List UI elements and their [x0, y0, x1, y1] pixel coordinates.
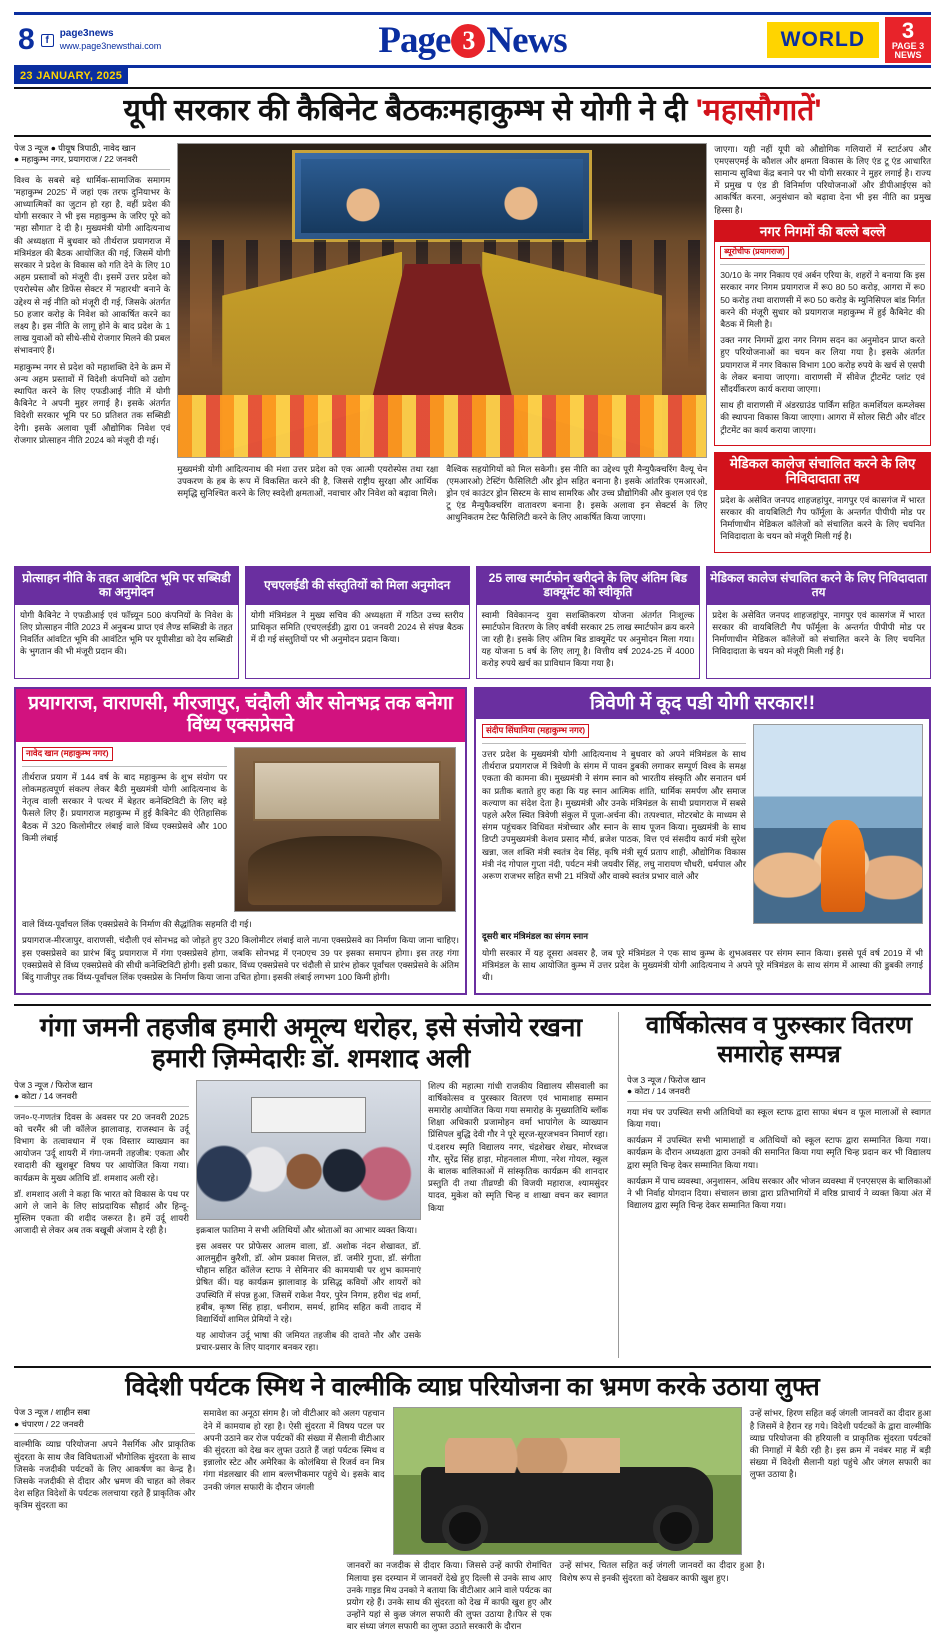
story-paragraph: समावेश का अनूठा संगम है। जो वीटीआर को अलग पहचान देने में कामयाब हो रहा है। ऐसी सुंदरता में विषय पटल पर अपनी उठाने कर रोज पर्यटकों की संख्या में सैलानी वीटीआर की सुंदरता को देख कर लुफ्त उठाते हैं जहां पर्यटक स्मिथ व इन्नालोर स्टेट और अमेरिका के कोलंबिया से रिजर्व वन मित्र गंगा मंडलखार की शाम बल्लभीकमार पहुंचे थे। इसके बाद उनकी जंगल सफारी के दौरान जंगली [203, 1408, 385, 1492]
story-headline: वार्षिकोत्सव व पुरुस्कार वितरण समारोह सम्पन्न [645, 1012, 913, 1068]
feature-title: प्रयागराज, वाराणसी, मीरजापुर, चंदौली और सोनभद्र तक बनेगा विंध्य एक्सप्रेसवे [16, 689, 465, 743]
story-paragraph: कार्यक्रम में पाच व्यवस्था, अनुशासन, अविध सरकार और भोजन व्यवस्था में एनएसएस के बालिकाओं ने भी निर्वाह योगदान दिया। संचालन छात्रा द्वारा प्रतिभागियों में वरिष्ठ प्राचार्य ने व्यक्त किया अंत में विद्यालय द्वारा स्मृति चिन्ह देकर सम्मानित किया गया। [627, 1175, 931, 1211]
strip-item-title: 25 लाख स्मार्टफोन खरीदने के लिए अंतिम बिड डाक्यूमेंट को स्वीकृति [477, 567, 700, 605]
story-paragraph: इक़बाल फातिमा ने सभी अतिथियों और श्रोताओं का आभार व्यक्त किया। [196, 1224, 418, 1235]
tiger-col-1 [14, 1407, 195, 1555]
logo-text-right: News [486, 19, 567, 61]
stage-backdrop-graphic [292, 150, 592, 242]
safari-jeep-photo [393, 1407, 742, 1555]
byline-reporters: पेज 3 न्यूज ● पीयूष त्रिपाठी, नावेद खान [14, 142, 136, 153]
byline [14, 1080, 189, 1107]
byline-place-date: ● महाकुम्भ नगर, प्रयागराज / 22 जनवरी [14, 154, 138, 165]
lead-paragraph: विश्व के सबसे बड़े धार्मिक-सामाजिक समागम 'महाकुम्भ 2025' में जहां एक तरफ दुनियाभर के आध्यात्मिकों का जुटान हो रहा है, वहीं प्रदेश की योगी सरकार ने भी इस महाकुम्भ के जरिए पूरे को 'महा सौगात' दे दी है। मुख्यमंत्री योगी आदित्यनाथ की अध्यक्षता में बुधवार को तीर्थराज प्रयागराज में मंत्रिमंडल की बैठक आयोजित की गई, जिसमें योगी सरकार ने प्रदेश के विकास को गति देने के लिए 10 अहम प्रस्तावों को मंजूरी दी। इसमें उत्तर प्रदेश को एयरोस्पेस और डिफेंस सेक्टर में 'महारथी' बनाने के उद्देश्य से नई नीति को मंजूरी दी गई, जिसके अंतर्गत 50 हजार करोड़ के निवेश को आकर्षित करने का लक्ष्य है। इस नीति के लागू होने के बाद प्रदेश के 1 लाख युवाओं को सीधे-सीधे रोजगार मिलने की प्रबल संभावनाएं हैं। [14, 174, 171, 356]
lead-paragraph: महाकुम्भ नगर से प्रदेश को महाशक्ति देने के क्रम में अन्य अहम प्रस्तावों में विदेशी कंपनियों को उद्योग स्थापित करने के लिए एफडीआई नीति में योगी कैबिनेट ने अपनी मुहर लगाई है। इसके अंतर्गत विदेशी सरकार भूमि पर 50 प्रतिशत तक सब्सिडी देगी। इसके अलावा पूर्वी औद्योगिक निवेश एवं रोजगार प्रोत्साहन नीति 2024 को मंजूरी दी गई। [14, 361, 171, 445]
lead-paragraph: जाएगा। यही नहीं यूपी को औद्योगिक गलियारों में स्टार्टअप और एमएसएमई के कौशल और क्षमता विकास के लिए एंड टू एंड आधारित सामान्य सुविधा केंद्र बनाने पर भी योगी सरकार ने मुहर लगाई है। राज्य में प्रमुख प एंड डी विनिर्माण परियोजनाओं और डीपीआईएस को आकर्षित करना, अनुसंधान को बढ़ावा देना भी इस नीति का प्रमुख हिस्सा है। [714, 143, 931, 215]
byline-tag: नावेद खान (महाकुम्भ नगर) [22, 747, 113, 760]
cabinet-meeting-photo [177, 143, 707, 458]
feature-paragraph: उत्तर प्रदेश के मुख्यमंत्री योगी आदित्यनाथ ने बुधवार को अपने मंत्रिमंडल के साथ तीर्थराज प्रयागराज में त्रिवेणी के संगम में पावन डुबकी लगाकर सम्पूर्ण विश्व के समक्ष एकता की कामना की। मुख्यमंत्री ने संगम स्नान को भारतीय संस्कृति और सनातन धर्म का प्रतीक बताते हुए कहा कि यह स्नान आत्मिक शांति, धार्मिक समर्पण और समाज कल्याण का संदेश देता है। मुख्यमंत्री और उनके मंत्रिमंडल के साथी प्रयागराज में सबसे पहले अरैल स्थित त्रिवेणी संकुल में पूजा-अर्चना की। तत्पश्चात, मोटरबोट के माध्यम से संगम पहुंचकर विधिवत मंत्रोच्चार और स्नान के साथ पूजन किया। मुख्यमंत्री के साथ डिप्टी उपमुख्यमंत्री केशव प्रसाद मौर्य, ब्रजेश पाठक, वित्त एवं संसदीय कार्य मंत्री सुरेश खन्ना, जल शक्ति मंत्री स्वतंत्र देव सिंह, कृषि मंत्री सूर्य प्रताप शाही, औद्योगिक विकास मंत्री नंद गोपाल गुप्ता नंदी, पर्यटन मंत्री जयवीर सिंह, लघु नारायण चौधरी, धर्मपाल और अरूण राजभर सहित सभी 21 मंत्रियों और वाक्ये स्वतंत्र प्रभार वाले और [482, 748, 746, 881]
sidebar-paragraph: साथ ही वाराणसी में अंडरग्राउंड पार्किंग सहित कमर्शियल कम्प्लेक्स की स्थापना विकास किया जाएगा। आगरा में सोलर सिटी और वॉटर ट्रीटमेंट का कार्य कराया जाएगा। [720, 400, 925, 435]
feature-paragraph: योगी सरकार में यह दूसरा अवसर है, जब पूरे मंत्रिमंडल ने एक साथ कुम्भ के शुभअवसर पर संगम स्नान किया। इससे पूर्व वर्ष 2019 में भी मंत्रिमंडल के साथ आयोजित कुम्भ में उत्तर प्रदेश के मुख्यमंत्री योगी आदित्यनाथ ने अपने पूरे मंत्रिमंडल के साथ संगम में आस्था की डुबकी लगाई थी। [482, 947, 923, 983]
feature-subhead: दूसरी बार मंत्रिमंडल का संगम स्नान [482, 931, 589, 942]
story-paragraph: उन्हें सांभर, हिरण सहित कई जंगली जानवरों का दीदार हुआ है जिसमें वे हैरान रह गये। विदेशी पर्यटकों के द्वारा वाल्मीकि व्याघ्र परियोजना की हरियाली व प्राकृतिक सुंदरता पर्यटकों की निगाहों में बैठी रही है। इस क्रम में नवंबर माह में बड़ी संख्या में विदेशी सैलानी यहां पहुंचे और जंगल सफारी का लुफ्त उठाया है। [749, 1408, 932, 1480]
page-title [16, 94, 929, 128]
lead-paragraph: मुख्यमंत्री योगी आदित्यनाथ की मंशा उत्तर प्रदेश को एक आत्मी एयरोस्पेस तथा रक्षा उपकरण के हब के रूप में विकसित करने की है, जिससे राष्ट्रीय सुरक्षा और आर्थिक समृद्धि सुनिश्चित करने के लिए स्वदेशी क्षमताओं, नवाचार और निवेश को बढ़ावा मिले। [177, 463, 439, 498]
badge-number: 3 [901, 18, 915, 43]
website-url[interactable]: www.page3newsthai.com [59, 40, 162, 51]
byline [14, 143, 170, 170]
lead-story [14, 143, 931, 559]
byline-tag: ब्यूरोचीफ (प्रयागराज) [720, 246, 789, 259]
story-headline: विदेशी पर्यटक स्मिथ ने वाल्मीकि व्याघ्र परियोजना का भ्रमण करके उठाया लुफ्त [125, 1372, 820, 1401]
lead-col-left [14, 143, 170, 559]
logo-three-badge: 3 [451, 24, 485, 58]
lead-headline-block [14, 87, 931, 137]
sidebar-story-medical-college [714, 452, 931, 553]
story-tiger-reserve [14, 1366, 931, 1637]
masthead [14, 12, 931, 68]
feature-paragraph: प्रयागराज-मीरजापुर, वाराणसी, चंदौली एवं सोनभद्र को जोड़ते हुए 320 किलोमीटर लंबाई वाले ना/ना एक्सप्रेसवे का निर्माण किया जाना चाहिए। इस एक्सप्रेसवे का प्रारंभ बिंदु प्रयागराज में गंगा एक्सप्रेसवे होगा, जबकि सोनभद्र में एन0एच 39 पर इसका समापन होगा। इस तरह गंगा एक्सप्रेसवे से विंध्य एक्सप्रेसवे की सीधी कनेक्टिविटी होगी। इसी प्रकार, विंध्य एक्सप्रेसवे पर चंदौली से प्रारंभ होकर पूर्वांचल एक्सप्रेसवे के अंतिम बिंदु गाजीपुर तक विंध्य-पूर्वांचल लिंक एक्सप्रेस के निर्माण किया जाना उचित होगा। इसकी लंबाई लगभग 100 किमी होगी। [22, 935, 460, 983]
feature-triveni-dip [474, 687, 931, 996]
tiger-col-2 [203, 1407, 384, 1555]
sidebar-paragraph: प्रदेश के असेवित जनपद शाहजहांपुर, नागपुर एवं कासगंज में भारत सरकार की वायबिलिटी गैप फाॅर्मूला के अन्तर्गत पीपीपी मोड पर निर्माणाधीन मेडिकल कॉलेजों को संचालित करने के लिए चयनित निविदादाता के चयन को मंजूरी मिली गई है। [720, 494, 925, 542]
strip-item-title: प्रोत्साहन नीति के तहत आवंटित भूमि पर सब्सिडी का अनुमोदन [15, 567, 238, 605]
byline [720, 246, 925, 265]
strip-item-body: स्वामी विवेकानन्द युवा सशक्तिकरण योजना अंतर्गत निःशुल्क स्मार्टफोन वितरण के लिए वर्षवी सरकार 25 लाख स्मार्टफोन क्रय करने जा रही है। इसके लिए अंतिम बिड डाक्यूमेंट पर अनुमोदन मिला गया। यह योजना 5 वर्ष के लिए लागू है। वित्तीय वर्ष 2024-25 में 4000 करोड़ रुपये खर्च का प्राविधान किया गया है। [481, 609, 695, 669]
story-paragraph: गया मंच पर उपस्थित सभी अतिथियों का स्कूल स्टाफ द्वारा साफा बंधन व फूल मालाओं से स्वागत किया गया। [627, 1106, 931, 1129]
story-paragraph: यह आयोजन उर्दू भाषा की जमियत तहजीब की दावते नौर और उसके प्रचार-प्रसार के लिए यादगार बनकर रहा। [196, 1330, 421, 1353]
lower-stories [14, 1004, 931, 1357]
byline-tag: संदीप सिंघानिया (महाकुम्भ नगर) [482, 724, 589, 737]
byline [482, 724, 746, 743]
byline-reporter: पेज 3 न्यूज / शाहीन सबा [14, 1407, 90, 1418]
cabinet-decisions-strip [14, 566, 931, 679]
story-paragraph: वाल्मीकि व्याघ्र परियोजना अपने नैसर्गिक और प्राकृतिक सुंदरता के साथ जैव विविधताओं भौगोलिक सुंदरता के साथ जिसके नजदीकी पर्यटकों के लिए आकर्षण का केन्द्र है। जिसके नजदीकी से दीदार और भ्रमण की चाहत को लेकर देश सहित विदेशों के पर्यटक ललचाया रहते हैं प्राकृतिक और कृत्रिम सुंदरता का [14, 1439, 196, 1511]
badge-line2: NEWS [894, 50, 922, 61]
feature-paragraph: वाले विंध्य-पूर्वांचल लिंक एक्सप्रेसवे के निर्माण की सैद्धांतिक सहमति दी गई। [22, 919, 252, 930]
byline [22, 747, 227, 766]
strip-item-body: योगी मंत्रिमंडल ने मुख्य सचिव की अध्यक्षता में गठित उच्च स्तरीय प्राधिकृत समिति (एचएलईडी) द्वारा 01 जनवरी 2024 से संपन्न बैठक में दी गई संस्तुतियों पर भी अनुमोदन प्रदान किया। [250, 609, 464, 645]
sidebar-story-title: नगर निगमों की बल्ले बल्ले [715, 221, 930, 243]
strip-item [476, 566, 701, 679]
strip-item-title: मेडिकल कालेज संचालित करने के लिए निविदादाता तय [707, 567, 930, 605]
facebook-icon[interactable]: f [41, 34, 54, 47]
story-annual-function [618, 1012, 931, 1357]
logo-text-left: Page [378, 19, 451, 61]
sidebar-story-title: मेडिकल कालेज संचालित करने के लिए निविदादाता तय [715, 453, 930, 490]
masthead-links [60, 28, 162, 52]
cabinet-room-photo [234, 747, 456, 912]
feature-paragraph: तीर्थराज प्रयाग में 144 वर्ष के बाद महाकुम्भ के शुभ संयोग पर लोकमहत्वपूर्ण संकल्प लेकर बैठी मुख्यमंत्री योगी आदित्यनाथ के नेतृत्व वाली सरकार ने पत्थर में बेहतर कनेक्टिविटी के लिए बड़े फैसले लिए हैं। प्रयागराज महाकुम्भ में हुई कैबिनेट की ऐतिहासिक बैठक में 320 किलोमीटर लंबाई वाले विंध्य एक्सप्रेसवे और 100 किमी लंबाई [22, 771, 227, 843]
headline-highlight-text: 'महासौगातें' [695, 94, 822, 127]
byline-place-date: ● कोटा / 14 जनवरी [627, 1086, 691, 1097]
strip-item-body: योगी कैबिनेट ने एफडीआई एवं फाॅच्र्यून 500 कंपनियों के निवेश के लिए प्रोत्साहन नीति 2023 में अनुबन्ध प्राप्त एवं लैण्ड सब्सिडी के तहत निवर्तित आंवटित भूमि की आवंटित भूमि पर यूपीसीडा को देय सब्सिडी के भुगतान की भी मंजूरी प्रदान की। [20, 609, 233, 657]
lead-col-right [714, 143, 931, 559]
masthead-left [14, 15, 209, 65]
byline-reporter: पेज 3 न्यूज / फिरोज खान [627, 1074, 706, 1085]
byline-place-date: ● कोटा / 14 जनवरी [14, 1091, 78, 1102]
story-paragraph: कार्यक्रम में उपस्थित सभी भामाशाहों व अतिथियों को स्कूल स्टाफ द्वारा सम्मानित किया गया। कार्यक्रम के दौरान अध्यक्षता द्वारा उनको की समानित किया गया स्मृति चिन्ह प्रदान कर भी विद्यालय द्वारा स्मृति चिन्ह देकर सम्मानित किया गया। [627, 1135, 931, 1170]
sidebar-story-nagar-nigam [714, 220, 931, 446]
page3-badge [885, 17, 931, 63]
story-ganga-jamni [14, 1012, 608, 1357]
byline [627, 1075, 931, 1102]
byline [14, 1407, 195, 1434]
sidebar-paragraph: 30/10 के नगर निकाय एवं अर्बन एरिया के, शहरों ने बनाया कि इस सरकार नगर निगम प्रयागराज में रू0 80 50 करोड़, आगरा में रू0 50 करोड़ तथा वाराणसी में रू0 50 करोड़ के म्युनिसिपल बांड निर्गत करने की मंजूरी सुधार को प्रयागराज महाकुम्भ में हुई कैबिनेट की बैठक में मिली है। [720, 270, 925, 329]
sidebar-paragraph: उक्त नगर निगमों द्वारा नगर निगम सदन का अनुमोदन प्राप्त करते हुए परियोजनाओं का चयन कर लिया गया है। इसके अंतर्गत प्रयागराज में नगर विकास विभाग 100 करोड़ रुपये के खर्च से एसपी के लेकर बनाया जाएगा। वाराणसी में सीवेज ट्रीटमेंट प्लांट एवं सौंदर्यीकरण कार्य कराया जाएगा। [720, 335, 925, 394]
feature-vindhya-expressway [14, 687, 467, 996]
holy-dip-photo [753, 724, 923, 924]
feature-panels [14, 687, 931, 996]
date-line: 23 JANUARY, 2025 [14, 68, 128, 84]
byline-place-date: ● चंपारण / 22 जनवरी [14, 1418, 84, 1429]
story-paragraph: शिल्प की महात्मा गांधी राजकीय विद्यालय सीसवाली का वार्षिकोत्सव व पुरस्कार वितरण एवं भामाशाह सम्मान समारोह आयोजित किया गया समारोह के मुख्यातिथि ब्लॉक शिक्षा अधिकारी प्रजामोहन वर्मा भापांगेल के व्याख्यान प्रिंसिपल बुद्धि देवी गौर ने पूरे सूरज-सूरजभवन निमार्ण रहा। पं.दशरथ स्मृति विद्यालय नगर, चंद्रशेखर शेखर, मोरध्वज गौर, सुरेंद्र सिंह हाड़ा, मोहनलाल मीणा, नरेश गोयल, स्कूल के बालक बालिकाओं में सांस्कृतिक कार्यक्रम की शानदार प्रस्तुति दी तथा तीव्रण्डी की विजयी महाराज, श्यामसुंदर यादव, मुकेश को स्मृति चिन्ह व शाखा वचन कर स्वागत किया [428, 1080, 608, 1213]
strip-item-title: एचएलईडी की संस्तुतियों को मिला अनुमोदन [246, 567, 469, 605]
story-paragraph: उन्हें सांभर, चितल सहित कई जंगली जानवरों का दीदार हुआ है।विशेष रूप से इनकी सुंदरता को देखकर काफी खुश हुए। [559, 1560, 765, 1583]
lead-col-center [177, 143, 707, 559]
strip-item [14, 566, 239, 679]
headline-main-text: यूपी सरकार की कैबिनेट बैठकःमहाकुम्भ से योगी ने दी [123, 94, 696, 127]
page-number: 8 [18, 23, 35, 56]
lead-subcol-1 [177, 463, 438, 528]
story-headline: गंगा जमनी तहजीब हमारी अमूल्य धरोहर, इसे संजोये रखना हमारी ज़िम्मेदारीः डॉ. शमशाद अली [39, 1012, 583, 1073]
masthead-logo [209, 15, 736, 65]
tiger-photo-block [393, 1407, 742, 1555]
award-ceremony-photo [196, 1080, 421, 1220]
social-handle[interactable]: page3news [59, 28, 114, 40]
lead-subcol-2 [446, 463, 707, 528]
section-label: WORLD [767, 22, 879, 58]
story-paragraph: डॉ. शमशाद अली ने कहा कि भारत को विकास के पथ पर आगे ले जाने के लिए सांप्रदायिक सौहार्द और हिन्दू-मुस्लिम एकता की शदीद जरूरत है। हमें उर्दू शायरी आजादी से लेकर अब तक बखूबी अंजाम दे रही है। [14, 1188, 189, 1236]
strip-item [706, 566, 931, 679]
lead-paragraph: वैश्विक सहयोगियों को मिल सकेगी। इस नीति का उद्देश्य पूरी मैन्युफैक्चरिंग वैल्यू चेन (एमआरओ) टेस्टिंग फैसिलिटी और ड्रोन सहित बनाना है। इसके आंतरिक एमआरओ, ड्रोन एवं काउंटर ड्रोन सिस्टम के साथ सामरिक और उच्च प्रौद्योगिकी और कुशल एवं एंड टू एंड मैन्युफैक्चरिंग वातावरण बनाना है। इसके अलावा इन सेक्टर्स के लिए आधुनिकतम टेस्ट फैसिलिटी करने के लिए आकर्षित किया जाएगा। [446, 463, 708, 523]
story-paragraph: जन०-ए-गणतंत्र दिवस के अवसर पर 20 जनवरी 2025 को चरमैंर श्री जी कॉलेज झालावाड़, राजस्थान के उर्दू विभाग के तत्वावधान में एक विस्तार व्याख्यान का आयोजन 'उर्दू शायरी में गंगा-जमनी तहजीब: एकता और रवादारी की खुशबूर' विषय पर आयोजित किया गया। कार्यक्रम के मुख्य अतिथि डॉ. शमशाद अली रहे। [14, 1111, 189, 1183]
masthead-right [736, 15, 931, 65]
badge-line1: PAGE 3 [891, 41, 925, 51]
tiger-col-3 [750, 1407, 931, 1555]
flower-decor-graphic [178, 395, 706, 457]
story-paragraph: जानवरों का नजदीक से दीदार किया। जिससे उन्हें काफी रोमांचित मिलाया इस दरम्यान में जानवरों देखे हुए दिल्ली से उनके साथ आए उनके गाइड मिथ उनको ने बताया कि वीटीआर आने वाले पर्यटक का प्रयोग रहे हैं। उनके साथ की सुंदरता को देख में काफी खुश हुए और उन्होंने यहां से कुछ जंगल सफारी की लुफ्त उठाया है।फिर से एक बार संध्या जंगल सफारी का लुफ्त उठाते सरकारी के दौरान [346, 1560, 552, 1632]
story-paragraph: इस अवसर पर प्रोफेसर आलम वाला, डॉ. अशोक नंदन शेखावत, डॉ. आलमुद्दीन कुरैशी, डॉ. ओम प्रकाश मित्तल, डॉ. जमीरे गुप्ता, डॉ. संगीता चौहान सहित कॉलेज स्टाफ ने सेमिनार की कामयाबी पर शुभ कामनाएं प्रेषित कीं। यह कार्यक्रम झालावाड़ के प्रसिद्ध कवियों और शायरों को उपस्थिति में संपन्न हुआ, जिसमें राकेश नैयर, पुरेन निगम, हरीश चंद्र शर्मा, हबीब, कृष्ण सिंह हाड़ा, धनीराम, समर्थ, हामिद सहित कवी तादाद में विद्यार्थियों शामिल प्रेमियों ने रहे। [196, 1240, 421, 1324]
strip-item-body: प्रदेश के असेवित जनपद शाहजहांपुर, नागपुर एवं कासगंज में भारत सरकार की वायबिलिटी गैप फाॅर्मूला के अन्तर्गत पीपीपी मोड पर निर्माणाधीन मेडिकल कॉलेजों को संचालित करने के लिए चयनित निविदादाता के चयन को मंजूरी मिली गई है। [712, 609, 925, 657]
byline-reporter: पेज 3 न्यूज / फिरोज खान [14, 1079, 93, 1090]
strip-item [245, 566, 470, 679]
feature-title: त्रिवेणी में कूद पडी योगी सरकार!! [476, 689, 929, 720]
